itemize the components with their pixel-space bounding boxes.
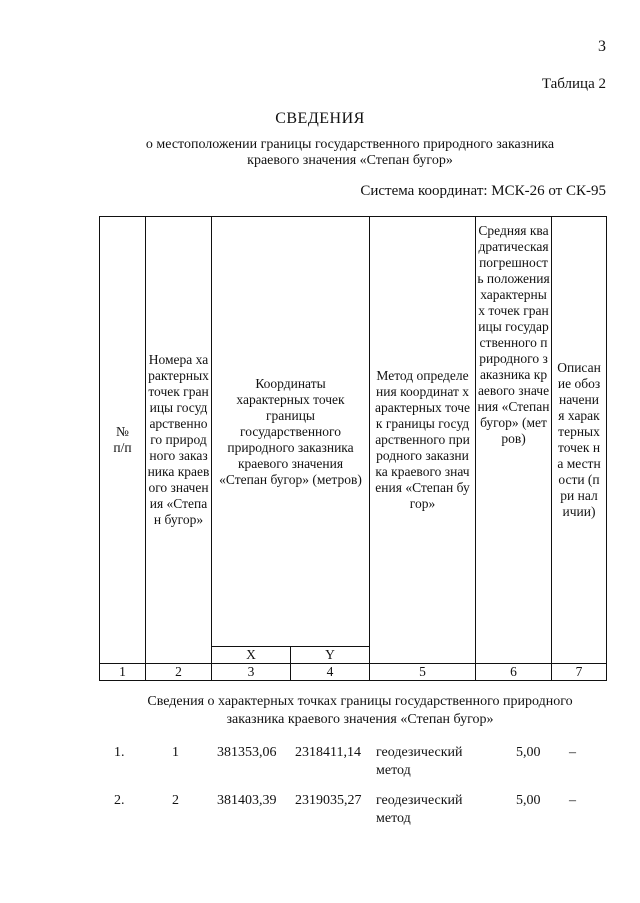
header-col-point-numbers: Номера характерных точек границы государственного природного заказника краевого значения «Степан бугор» [146, 217, 212, 664]
section-caption-line-1: Сведения о характерных точках границы государственного природного [147, 694, 573, 709]
row-method: геодезический метод [376, 745, 463, 778]
section-caption [100, 693, 620, 729]
row-x: 381403,39 [217, 793, 277, 808]
column-number: 6 [476, 664, 552, 681]
document-title: СВЕДЕНИЯ [275, 110, 365, 127]
header-col-method: Метод определения координат характерных точек границы государственного природного заказника краевого значения «Степан бугор» [370, 217, 476, 664]
header-table [99, 216, 607, 681]
row-point: 2 [172, 793, 179, 808]
header-col-x: X [212, 647, 291, 664]
row-x: 381353,06 [217, 745, 277, 760]
column-number: 7 [552, 664, 607, 681]
header-col-coordinates: Координаты характерных точек границы государственного природного заказника краевого значения «Степан бугор» (метров) [212, 217, 370, 647]
table-label: Таблица 2 [541, 76, 606, 92]
row-point: 1 [172, 745, 179, 760]
row-error: 5,00 [516, 745, 541, 760]
column-number: 4 [291, 664, 370, 681]
column-number: 1 [100, 664, 146, 681]
header-col-y: Y [291, 647, 370, 664]
coordinate-system: Система координат: МСК-26 от СК-95 [360, 183, 606, 199]
document-subtitle [100, 137, 600, 169]
row-number: 1. [114, 745, 125, 760]
row-y: 2319035,27 [295, 793, 362, 808]
row-method: геодезический метод [376, 793, 463, 826]
header-col-description: Описание обозначения характерных точек на местности (при наличии) [552, 217, 607, 664]
page-number: 3 [598, 38, 606, 55]
section-caption-line-2: заказника краевого значения «Степан бугор» [226, 712, 494, 727]
column-number: 3 [212, 664, 291, 681]
column-number: 5 [370, 664, 476, 681]
row-description: – [569, 793, 576, 808]
row-error: 5,00 [516, 793, 541, 808]
subtitle-line-2: краевого значения «Степан бугор» [247, 153, 453, 168]
header-col-number: № п/п [100, 217, 146, 664]
header-col-error: Средняя квадратическая погрешность положения характерных точек границы государственного природного заказника краевого значения «Степан бугор» (метров) [476, 217, 552, 664]
subtitle-line-1: о местоположении границы государственного природного заказника [145, 137, 555, 152]
row-y: 2318411,14 [295, 745, 361, 760]
column-number: 2 [146, 664, 212, 681]
row-description: – [569, 745, 576, 760]
row-number: 2. [114, 793, 125, 808]
